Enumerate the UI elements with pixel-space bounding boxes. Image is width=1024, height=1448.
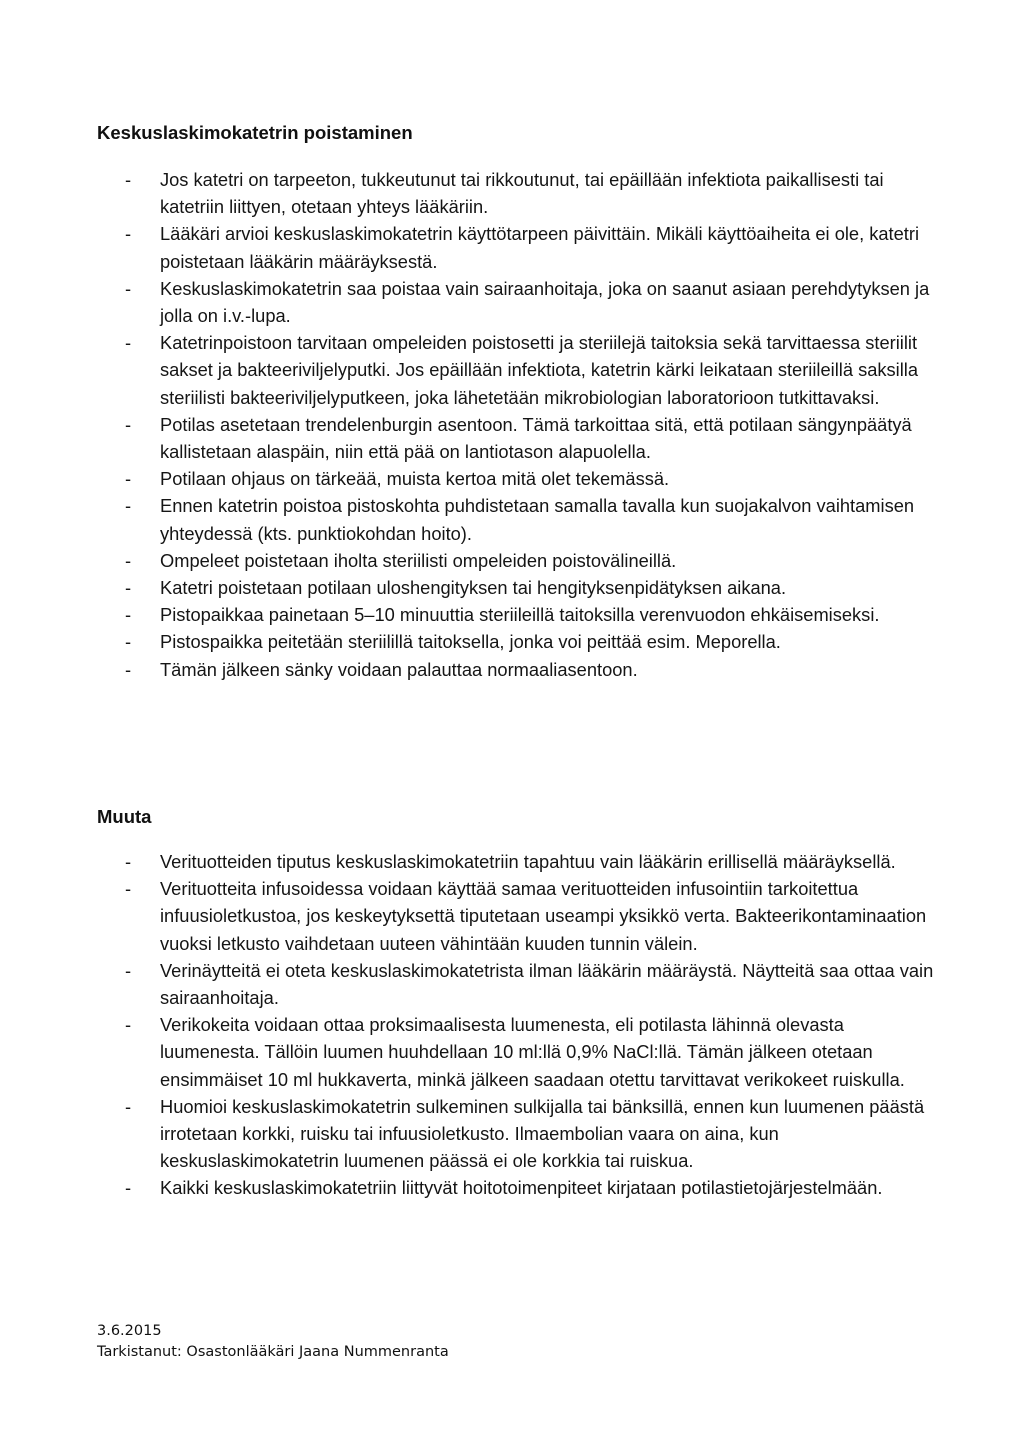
footer-reviewed-by: Tarkistanut: Osastonlääkäri Jaana Nummenranta bbox=[97, 1344, 449, 1360]
list-item bbox=[118, 1011, 938, 1093]
list-item bbox=[118, 492, 938, 546]
list-bullet: - bbox=[125, 851, 132, 872]
other-notes-list bbox=[118, 848, 938, 1202]
list-item bbox=[118, 875, 938, 957]
list-item bbox=[118, 465, 938, 492]
list-item-text: Verinäytteitä ei oteta keskuslaskimokatetrista ilman lääkärin määräystä. Näytteitä saa ottaa vain sairaanhoitaja. bbox=[160, 959, 934, 1009]
footer-date: 3.6.2015 bbox=[97, 1323, 162, 1339]
list-bullet: - bbox=[125, 1095, 132, 1117]
list-bullet: - bbox=[125, 631, 132, 653]
list-item-text: Katetrinpoistoon tarvitaan ompeleiden poistosetti ja steriilejä taitoksia sekä tarvittaessa steriilit sakset ja bakteeriviljelyputki. Jos epäillään infektiota, katetrin kärki leikataan steriileillä saksilla steriilisti bakteeriviljelyputkeen, joka lähetetään mikrobiologian laboratorioon tutkittavaksi. bbox=[160, 332, 919, 408]
list-bullet: - bbox=[125, 604, 132, 626]
list-item bbox=[118, 1093, 938, 1175]
list-bullet: - bbox=[125, 1177, 132, 1199]
list-item-text: Verikokeita voidaan ottaa proksimaalisesta luumenesta, eli potilasta lähinnä olevasta luumenesta. Tällöin luumen huuhdellaan 10 ml:llä 0,9% NaCl:llä. Tämän jälkeen otetaan ensimmäiset 10 ml hukkaverta, minkä jälkeen saadaan otettu tarvittavat verikokeet ruiskulla. bbox=[160, 1014, 905, 1090]
list-bullet: - bbox=[125, 169, 132, 190]
list-item bbox=[118, 275, 938, 329]
list-item-text: Huomioi keskuslaskimokatetrin sulkeminen sulkijalla tai bänksillä, ennen kun luumenen päästä irrotetaan korkki, ruisku tai infuusioletkusto. Ilmaembolian vaara on aina, kun keskuslaskimokatetrin luumenen päässä ei ole korkkia tai ruiskua. bbox=[160, 1095, 925, 1172]
list-item-text: Jos katetri on tarpeeton, tukkeutunut tai rikkoutunut, tai epäillään infektiota paikallisesti tai katetriin liittyen, otetaan yhteys lääkäriin. bbox=[160, 169, 884, 218]
list-item-text: Keskuslaskimokatetrin saa poistaa vain sairaanhoitaja, joka on saanut asiaan perehdytyksen ja jolla on i.v.-lupa. bbox=[160, 277, 930, 327]
catheter-removal-list bbox=[118, 166, 938, 683]
list-item-text: Katetri poistetaan potilaan uloshengityksen tai hengityksenpidätyksen aikana. bbox=[160, 577, 787, 599]
list-item-text: Lääkäri arvioi keskuslaskimokatetrin käyttötarpeen päivittäin. Mikäli käyttöaiheita ei ole, katetri poistetaan lääkärin määräyksestä. bbox=[160, 223, 920, 272]
list-bullet: - bbox=[125, 959, 132, 981]
list-item-text: Pistopaikkaa painetaan 5–10 minuuttia steriileillä taitoksilla verenvuodon ehkäisemiseksi. bbox=[160, 604, 880, 626]
list-bullet: - bbox=[125, 577, 132, 599]
list-item-text: Ennen katetrin poistoa pistoskohta puhdistetaan samalla tavalla kun suojakalvon vaihtamisen yhteydessä (kts. punktiokohdan hoito). bbox=[160, 495, 915, 544]
list-bullet: - bbox=[125, 549, 132, 571]
list-item bbox=[118, 574, 938, 601]
list-item-text: Potilaan ohjaus on tärkeää, muista kertoa mitä olet tekemässä. bbox=[160, 468, 670, 490]
list-item bbox=[118, 628, 938, 655]
list-item-text: Verituotteiden tiputus keskuslaskimokatetriin tapahtuu vain lääkärin erillisellä määräyksellä. bbox=[160, 851, 896, 872]
list-item-text: Potilas asetetaan trendelenburgin asentoon. Tämä tarkoittaa sitä, että potilaan sängynpäätyä kallistetaan alaspäin, niin että pää on lantiotason alapuolella. bbox=[160, 413, 912, 463]
list-bullet: - bbox=[125, 658, 132, 680]
section-heading-other: Muuta bbox=[97, 806, 152, 827]
list-bullet: - bbox=[125, 223, 132, 245]
list-item bbox=[118, 957, 938, 1011]
section-heading-catheter-removal: Keskuslaskimokatetrin poistaminen bbox=[97, 122, 413, 143]
list-item bbox=[118, 656, 938, 683]
list-item bbox=[118, 547, 938, 574]
list-item-text: Verituotteita infusoidessa voidaan käyttää samaa verituotteiden infusointiin tarkoitettua infuusioletkustoa, jos keskeytyksettä tiputetaan useampi yksikkö verta. Bakteerikontaminaation vuoksi letkusto vaihdetaan uuteen vähintään kuuden tunnin välein. bbox=[160, 878, 927, 954]
list-item bbox=[118, 848, 938, 875]
list-item-text: Pistospaikka peitetään steriilillä taitoksella, jonka voi peittää esim. Meporella. bbox=[160, 631, 781, 653]
list-item-text: Tämän jälkeen sänky voidaan palauttaa normaaliasentoon. bbox=[160, 658, 638, 680]
list-item bbox=[118, 329, 938, 411]
list-bullet: - bbox=[125, 468, 132, 490]
list-item bbox=[118, 411, 938, 465]
list-item bbox=[118, 220, 938, 274]
list-bullet: - bbox=[125, 332, 132, 354]
list-item-text: Kaikki keskuslaskimokatetriin liittyvät hoitotoimenpiteet kirjataan potilastietojärjestelmään. bbox=[160, 1177, 883, 1199]
list-item bbox=[118, 1174, 938, 1201]
list-bullet: - bbox=[125, 878, 132, 900]
list-item bbox=[118, 601, 938, 628]
list-item bbox=[118, 166, 938, 220]
list-bullet: - bbox=[125, 277, 132, 299]
list-bullet: - bbox=[125, 413, 132, 435]
list-item-text: Ompeleet poistetaan iholta steriilisti ompeleiden poistovälineillä. bbox=[160, 549, 677, 571]
list-bullet: - bbox=[125, 495, 132, 517]
list-bullet: - bbox=[125, 1014, 132, 1036]
